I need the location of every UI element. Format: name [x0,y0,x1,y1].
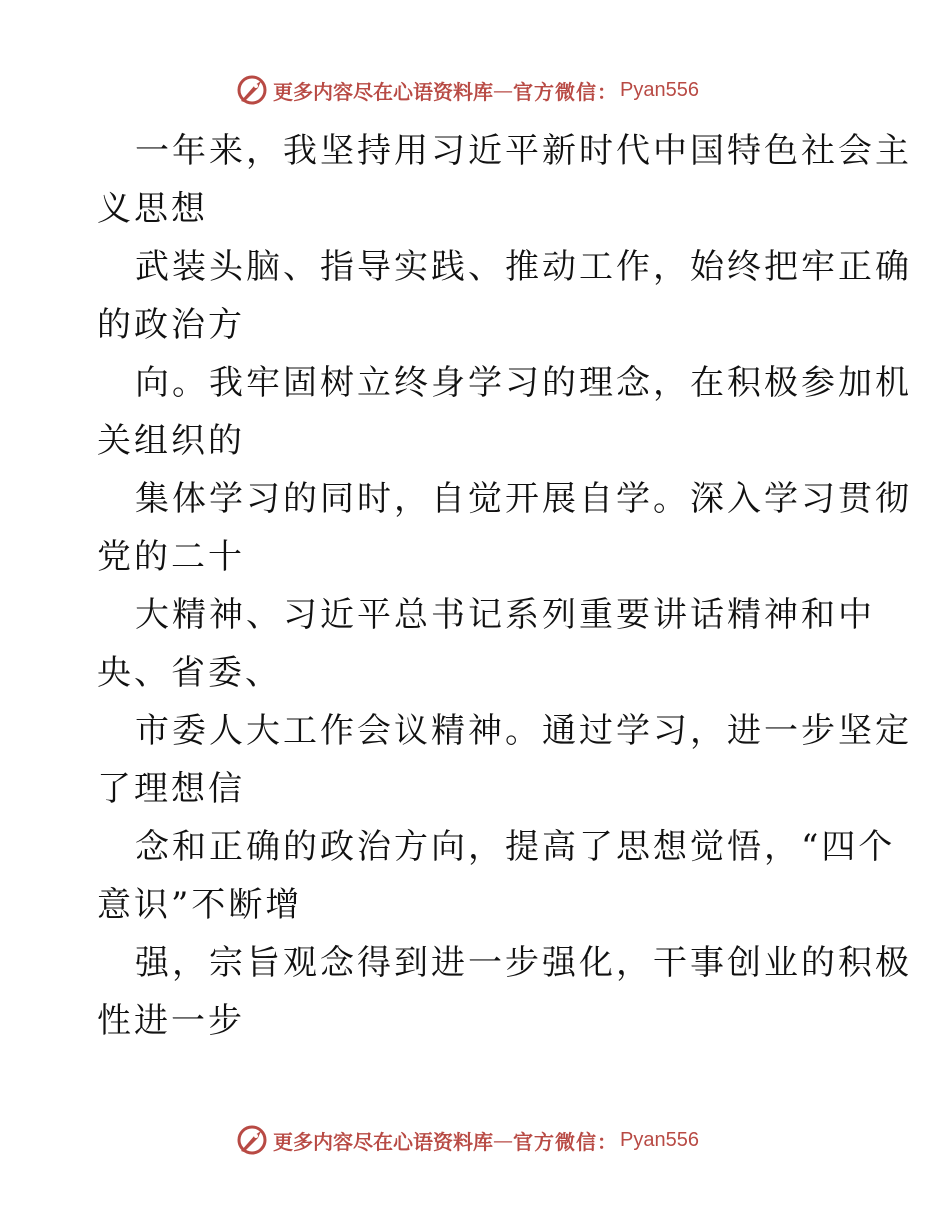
text-line: 集体学习的同时，自觉开展自学。深入学习贯彻 [135,479,912,519]
banner-brand-text: 更多内容尽在心语资料库 [273,79,493,104]
text-line: 意识”不断增 [97,885,303,925]
text-line: 武装头脑、指导实践、推动工作，始终把牢正确 [135,247,912,287]
text-line: 市委人大工作会议精神。通过学习，进一步坚定 [135,711,912,751]
banner-brand-text: 更多内容尽在心语资料库 [273,1129,493,1154]
text-line: 了理想信 [97,769,245,809]
text-line: 大精神、习近平总书记系列重要讲话精神和中 [135,595,875,635]
banner-wechat-id: Pyan556 [620,1128,699,1151]
footer-watermark-banner [235,1120,699,1160]
banner-dash: — [493,1128,513,1152]
pen-nib-logo-icon [235,1123,269,1157]
text-line: 强，宗旨观念得到进一步强化，干事创业的积极 [135,943,912,983]
banner-dash: — [493,78,513,102]
text-line: 央、省委、 [97,653,282,693]
text-line: 党的二十 [97,537,245,577]
banner-wechat-id: Pyan556 [620,78,699,101]
banner-label-text: 官方微信： [513,1129,618,1154]
text-line: 一年来，我坚持用习近平新时代中国特色社会主 [135,131,912,171]
pen-nib-logo-icon [235,73,269,107]
body-paragraph [97,122,912,1050]
banner-label-text: 官方微信： [513,79,618,104]
text-line: 的政治方 [97,305,245,345]
header-watermark-banner [235,70,699,110]
text-line: 性进一步 [97,1001,245,1041]
text-line: 念和正确的政治方向，提高了思想觉悟，“四个 [135,827,896,867]
text-line: 关组织的 [97,421,245,461]
text-line: 义思想 [97,189,208,229]
text-line: 向。我牢固树立终身学习的理念，在积极参加机 [135,363,912,403]
